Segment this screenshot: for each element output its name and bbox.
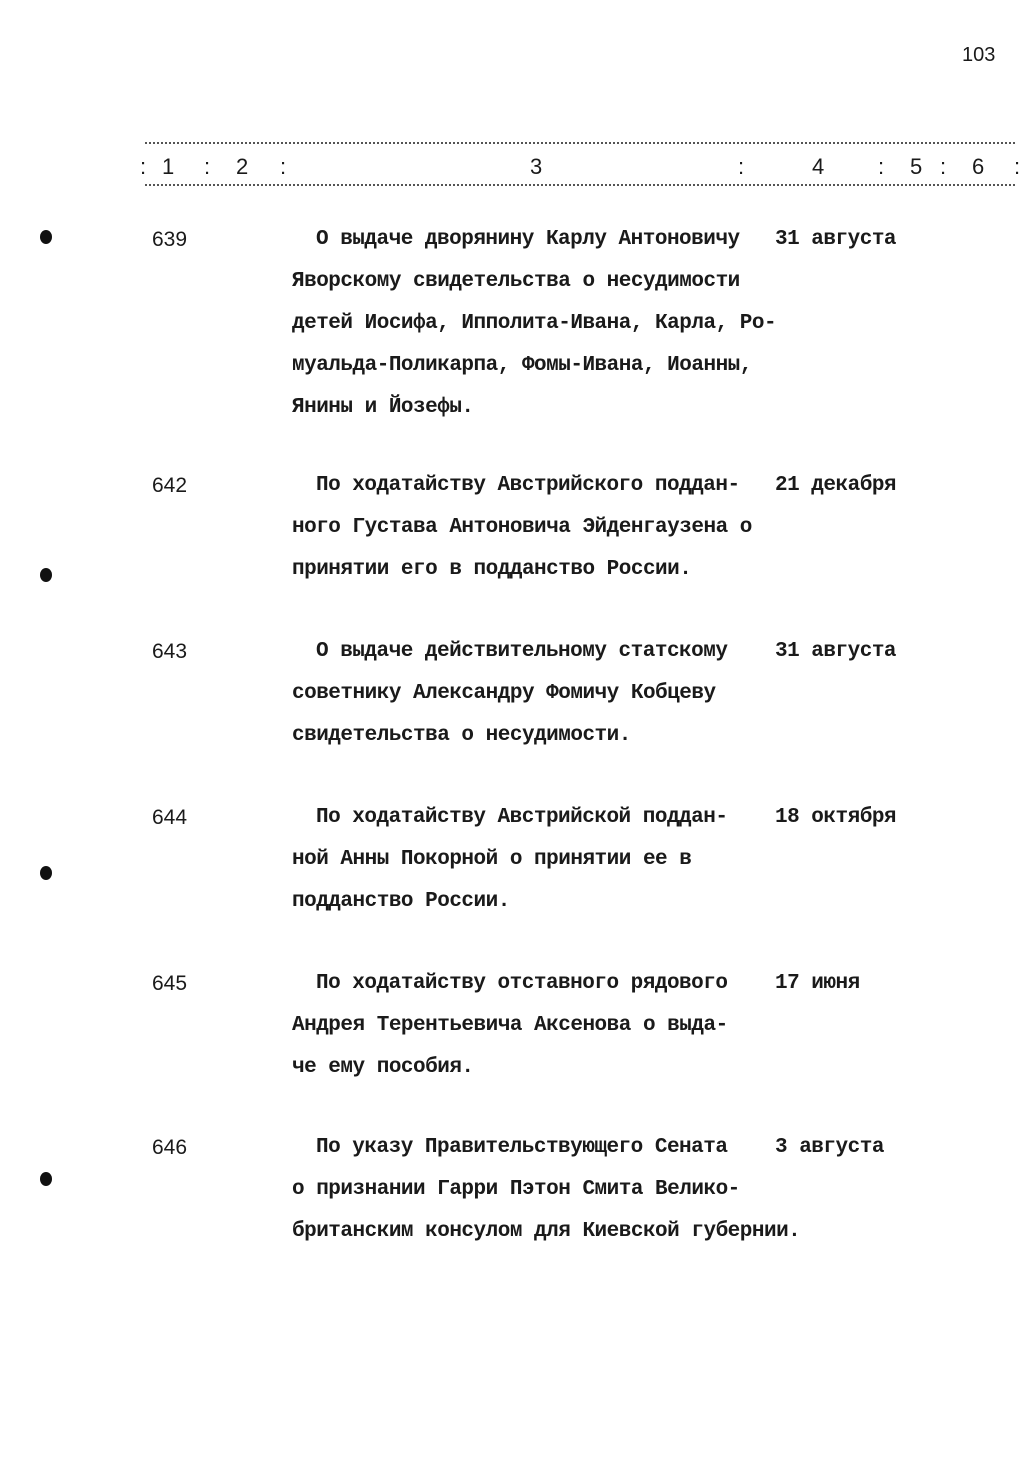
- entry-text-line: По ходатайству Австрийского поддан-: [316, 474, 740, 497]
- entry-date: 18 октября: [775, 806, 897, 829]
- column-4: 4: [812, 154, 825, 179]
- punch-hole-mark: [40, 866, 52, 880]
- punch-hole-mark: [40, 1172, 52, 1186]
- entry-text-line: По указу Правительствующего Сената: [316, 1136, 728, 1159]
- entry-text-line: советнику Александру Фомичу Кобцеву: [292, 682, 716, 705]
- entry-text-line: ного Густава Антоновича Эйденгаузена о: [292, 516, 752, 539]
- punch-hole-mark: [40, 230, 52, 244]
- entry-number: 644: [152, 806, 188, 829]
- entry-text-line: принятии его в подданство России.: [292, 558, 692, 581]
- entry-number: 643: [152, 640, 188, 663]
- entry-text-line: По ходатайству отставного рядового: [316, 972, 728, 995]
- entry-text-line: муальда-Поликарпа, Фомы-Ивана, Иоанны,: [292, 354, 752, 377]
- entry-date: 17 июня: [775, 972, 860, 995]
- entry-text-line: детей Иосифа, Ипполита-Ивана, Карла, Ро-: [292, 312, 777, 335]
- entry-number: 642: [152, 474, 188, 497]
- entry-text-line: о признании Гарри Пэтон Смита Велико-: [292, 1178, 740, 1201]
- entry-text-line: британским консулом для Киевской губернии.: [292, 1220, 801, 1243]
- entry-text-line: свидетельства о несудимости.: [292, 724, 631, 747]
- header-rule-bottom: [145, 184, 1015, 186]
- entry-text-line: О выдаче действительному статскому: [316, 640, 728, 663]
- entry-number: 646: [152, 1136, 188, 1159]
- column-1: 1: [162, 154, 175, 179]
- entry-text-line: подданство России.: [292, 890, 510, 913]
- entry-text-line: че ему пособия.: [292, 1056, 474, 1079]
- entry-date: 31 августа: [775, 640, 897, 663]
- entry-text-line: ной Анны Покорной о принятии ее в: [292, 848, 692, 871]
- header-rule-top: [145, 142, 1015, 144]
- entry-text-line: Яворскому свидетельства о несудимости: [292, 270, 740, 293]
- column-3: 3: [530, 154, 543, 179]
- entry-text-line: Янины и Йозефы.: [292, 396, 474, 419]
- entry-date: 3 августа: [775, 1136, 884, 1159]
- entry-text-line: По ходатайству Австрийской поддан-: [316, 806, 728, 829]
- entry-date: 31 августа: [775, 228, 897, 251]
- page-number: 103: [962, 44, 996, 66]
- column-2: 2: [236, 154, 249, 179]
- entry-date: 21 декабря: [775, 474, 897, 497]
- entry-number: 645: [152, 972, 188, 995]
- column-6: 6: [972, 154, 985, 179]
- entry-text-line: О выдаче дворянину Карлу Антоновичу: [316, 228, 740, 251]
- entry-text-line: Андрея Терентьевича Аксенова о выда-: [292, 1014, 728, 1037]
- punch-hole-mark: [40, 568, 52, 582]
- entry-number: 639: [152, 228, 188, 251]
- column-5: 5: [910, 154, 923, 179]
